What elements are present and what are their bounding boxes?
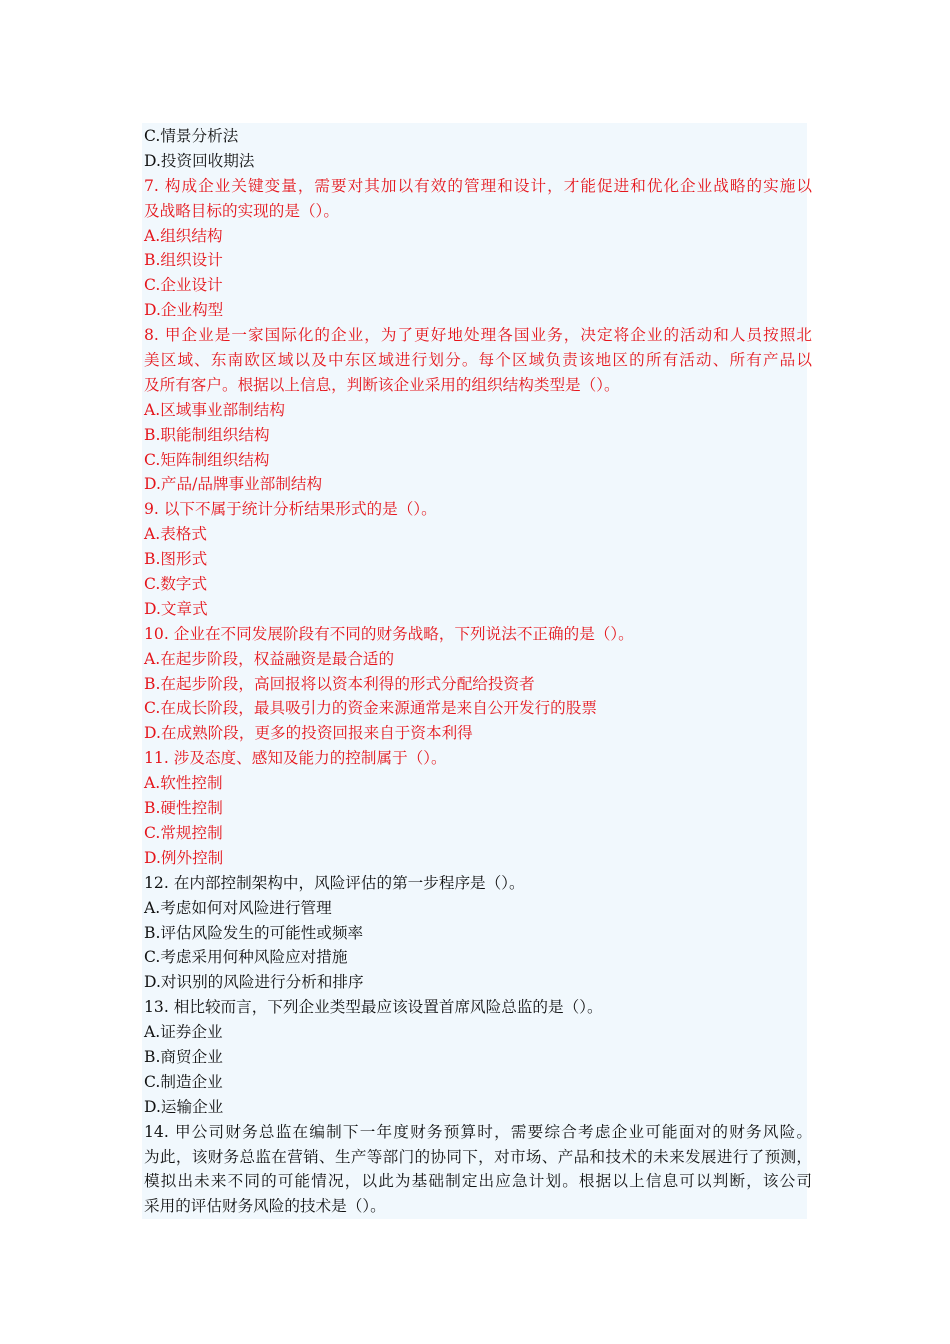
question-text-lines [144, 124, 812, 1219]
text-line: 13. 相比较而言，下列企业类型最应该设置首席风险总监的是（）。 [144, 998, 603, 1017]
text-line: B.职能制组织结构 [144, 425, 270, 444]
text-line: B.评估风险发生的可能性或频率 [144, 923, 364, 942]
text-line: 14. 甲公司财务总监在编制下一年度财务预算时，需要综合考虑企业可能面对的财务风险。 [144, 1122, 812, 1141]
text-line: 采用的评估财务风险的技术是（）。 [144, 1197, 386, 1216]
text-line: A.软性控制 [144, 774, 223, 793]
text-line: D.企业构型 [144, 301, 224, 320]
text-line: B.图形式 [144, 550, 208, 569]
text-line: D.对识别的风险进行分析和排序 [144, 973, 364, 992]
text-line: C.常规控制 [144, 823, 223, 842]
text-line: A.表格式 [144, 525, 207, 544]
text-line: C.企业设计 [144, 276, 223, 295]
text-line: A.区域事业部制结构 [144, 400, 285, 419]
text-line: C.情景分析法 [144, 127, 239, 145]
text-line: A.证券企业 [144, 1023, 223, 1042]
text-line: A.组织结构 [144, 226, 223, 245]
text-line: 8. 甲企业是一家国际化的企业，为了更好地处理各国业务，决定将企业的活动和人员按照北 [144, 326, 812, 345]
text-line: B.在起步阶段，高回报将以资本利得的形式分配给投资者 [144, 674, 535, 693]
text-line: D.例外控制 [144, 848, 224, 867]
text-line: 9. 以下不属于统计分析结果形式的是（）。 [144, 500, 437, 519]
text-line: C.考虑采用何种风险应对措施 [144, 948, 348, 967]
text-line: 7. 构成企业关键变量，需要对其加以有效的管理和设计，才能促进和优化企业战略的实施以 [144, 176, 812, 195]
text-line: 及所有客户。根据以上信息，判断该企业采用的组织结构类型是（）。 [144, 375, 620, 394]
text-line: 及战略目标的实现的是（）。 [144, 201, 339, 220]
text-line: D.运输企业 [144, 1097, 224, 1116]
text-line: D.产品/品牌事业部制结构 [144, 475, 323, 494]
text-line: B.组织设计 [144, 251, 223, 270]
text-line: 美区域、东南欧区域以及中东区域进行划分。每个区域负责该地区的所有活动、所有产品以 [144, 351, 812, 370]
text-line: 为此，该财务总监在营销、生产等部门的协同下，对市场、产品和技术的未来发展进行了预测， [144, 1147, 812, 1166]
text-line: D.在成熟阶段，更多的投资回报来自于资本利得 [144, 724, 473, 743]
text-line: B.硬性控制 [144, 799, 223, 818]
text-line: C.制造企业 [144, 1072, 223, 1091]
text-line: B.商贸企业 [144, 1047, 223, 1066]
text-line: D.文章式 [144, 599, 208, 618]
text-line: C.在成长阶段，最具吸引力的资金来源通常是来自公开发行的股票 [144, 699, 597, 718]
text-line: C.矩阵制组织结构 [144, 450, 270, 469]
text-line: 10. 企业在不同发展阶段有不同的财务战略，下列说法不正确的是（）。 [144, 624, 634, 643]
text-line: 12. 在内部控制架构中，风险评估的第一步程序是（）。 [144, 873, 525, 892]
text-line: 11. 涉及态度、感知及能力的控制属于（）。 [144, 749, 447, 768]
text-line: A.在起步阶段，权益融资是最合适的 [144, 649, 395, 668]
text-line: A.考虑如何对风险进行管理 [144, 898, 332, 917]
text-line: D.投资回收期法 [144, 151, 255, 170]
text-line: C.数字式 [144, 575, 208, 594]
text-line: 模拟出未来不同的可能情况，以此为基础制定出应急计划。根据以上信息可以判断，该公司 [144, 1172, 812, 1191]
